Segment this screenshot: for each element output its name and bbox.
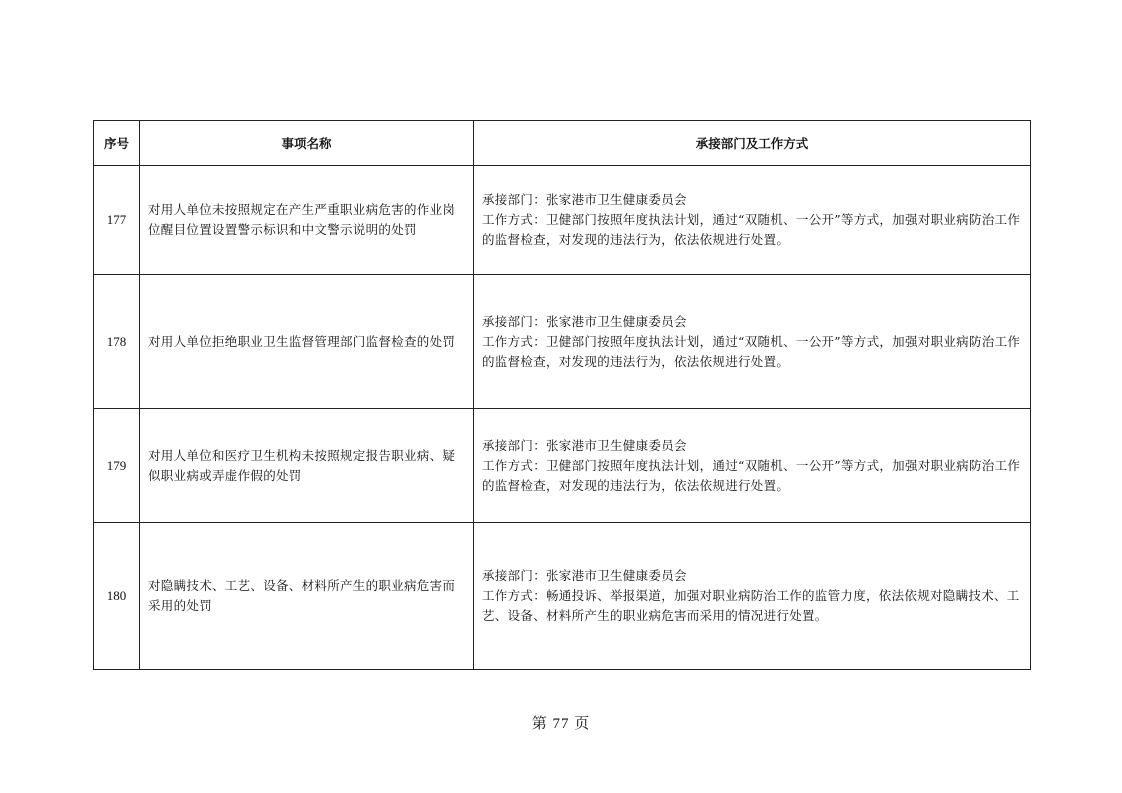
row-item-name: 对用人单位和医疗卫生机构未按照规定报告职业病、疑似职业病或弄虚作假的处罚 <box>140 409 474 523</box>
row-work-method: 工作方式：卫健部门按照年度执法计划，通过“双随机、一公开”等方式，加强对职业病防治工作的监督检查，对发现的违法行为，依法依规进行处置。 <box>482 457 1021 493</box>
header-name: 事项名称 <box>140 121 474 166</box>
row-seq: 180 <box>94 523 140 670</box>
row-item-name: 对用人单位拒绝职业卫生监督管理部门监督检查的处罚 <box>140 275 474 409</box>
row-work-method: 工作方式：卫健部门按照年度执法计划，通过“双随机、一公开”等方式，加强对职业病防治工作的监督检查，对发现的违法行为，依法依规进行处置。 <box>482 212 1021 247</box>
header-dept: 承接部门及工作方式 <box>474 121 1031 166</box>
row-seq: 179 <box>94 409 140 523</box>
row-seq: 177 <box>94 166 140 275</box>
page-number: 第 77 页 <box>531 716 591 732</box>
row-item-name: 对用人单位未按照规定在产生严重职业病危害的作业岗位醒目位置设置警示标识和中文警示说明的处罚 <box>140 166 474 275</box>
row-work-method: 工作方式：畅通投诉、举报渠道，加强对职业病防治工作的监管力度，依法依规对隐瞒技术、工艺、设备、材料所产生的职业病危害而采用的情况进行处置。 <box>482 588 1020 623</box>
row-item-name: 对隐瞒技术、工艺、设备、材料所产生的职业病危害而采用的处罚 <box>140 523 474 670</box>
row-seq: 178 <box>94 275 140 409</box>
row-dept-line: 承接部门：张家港市卫生健康委员会 <box>482 568 687 583</box>
row-dept-cell <box>474 523 1031 670</box>
table-row <box>94 166 1031 275</box>
row-dept-cell <box>474 166 1031 275</box>
row-work-method: 工作方式：卫健部门按照年度执法计划，通过“双随机、一公开”等方式，加强对职业病防治工作的监督检查，对发现的违法行为，依法依规进行处置。 <box>482 333 1021 369</box>
table-row <box>94 409 1031 523</box>
items-table <box>93 120 1031 670</box>
row-dept-cell <box>474 275 1031 409</box>
row-dept-line: 承接部门：张家港市卫生健康委员会 <box>482 313 687 329</box>
table-header-row <box>94 121 1031 166</box>
row-dept-cell <box>474 409 1031 523</box>
row-dept-line: 承接部门：张家港市卫生健康委员会 <box>482 437 687 453</box>
header-seq: 序号 <box>94 121 140 166</box>
table-row <box>94 275 1031 409</box>
table-row <box>94 523 1031 670</box>
row-dept-line: 承接部门：张家港市卫生健康委员会 <box>482 192 687 207</box>
